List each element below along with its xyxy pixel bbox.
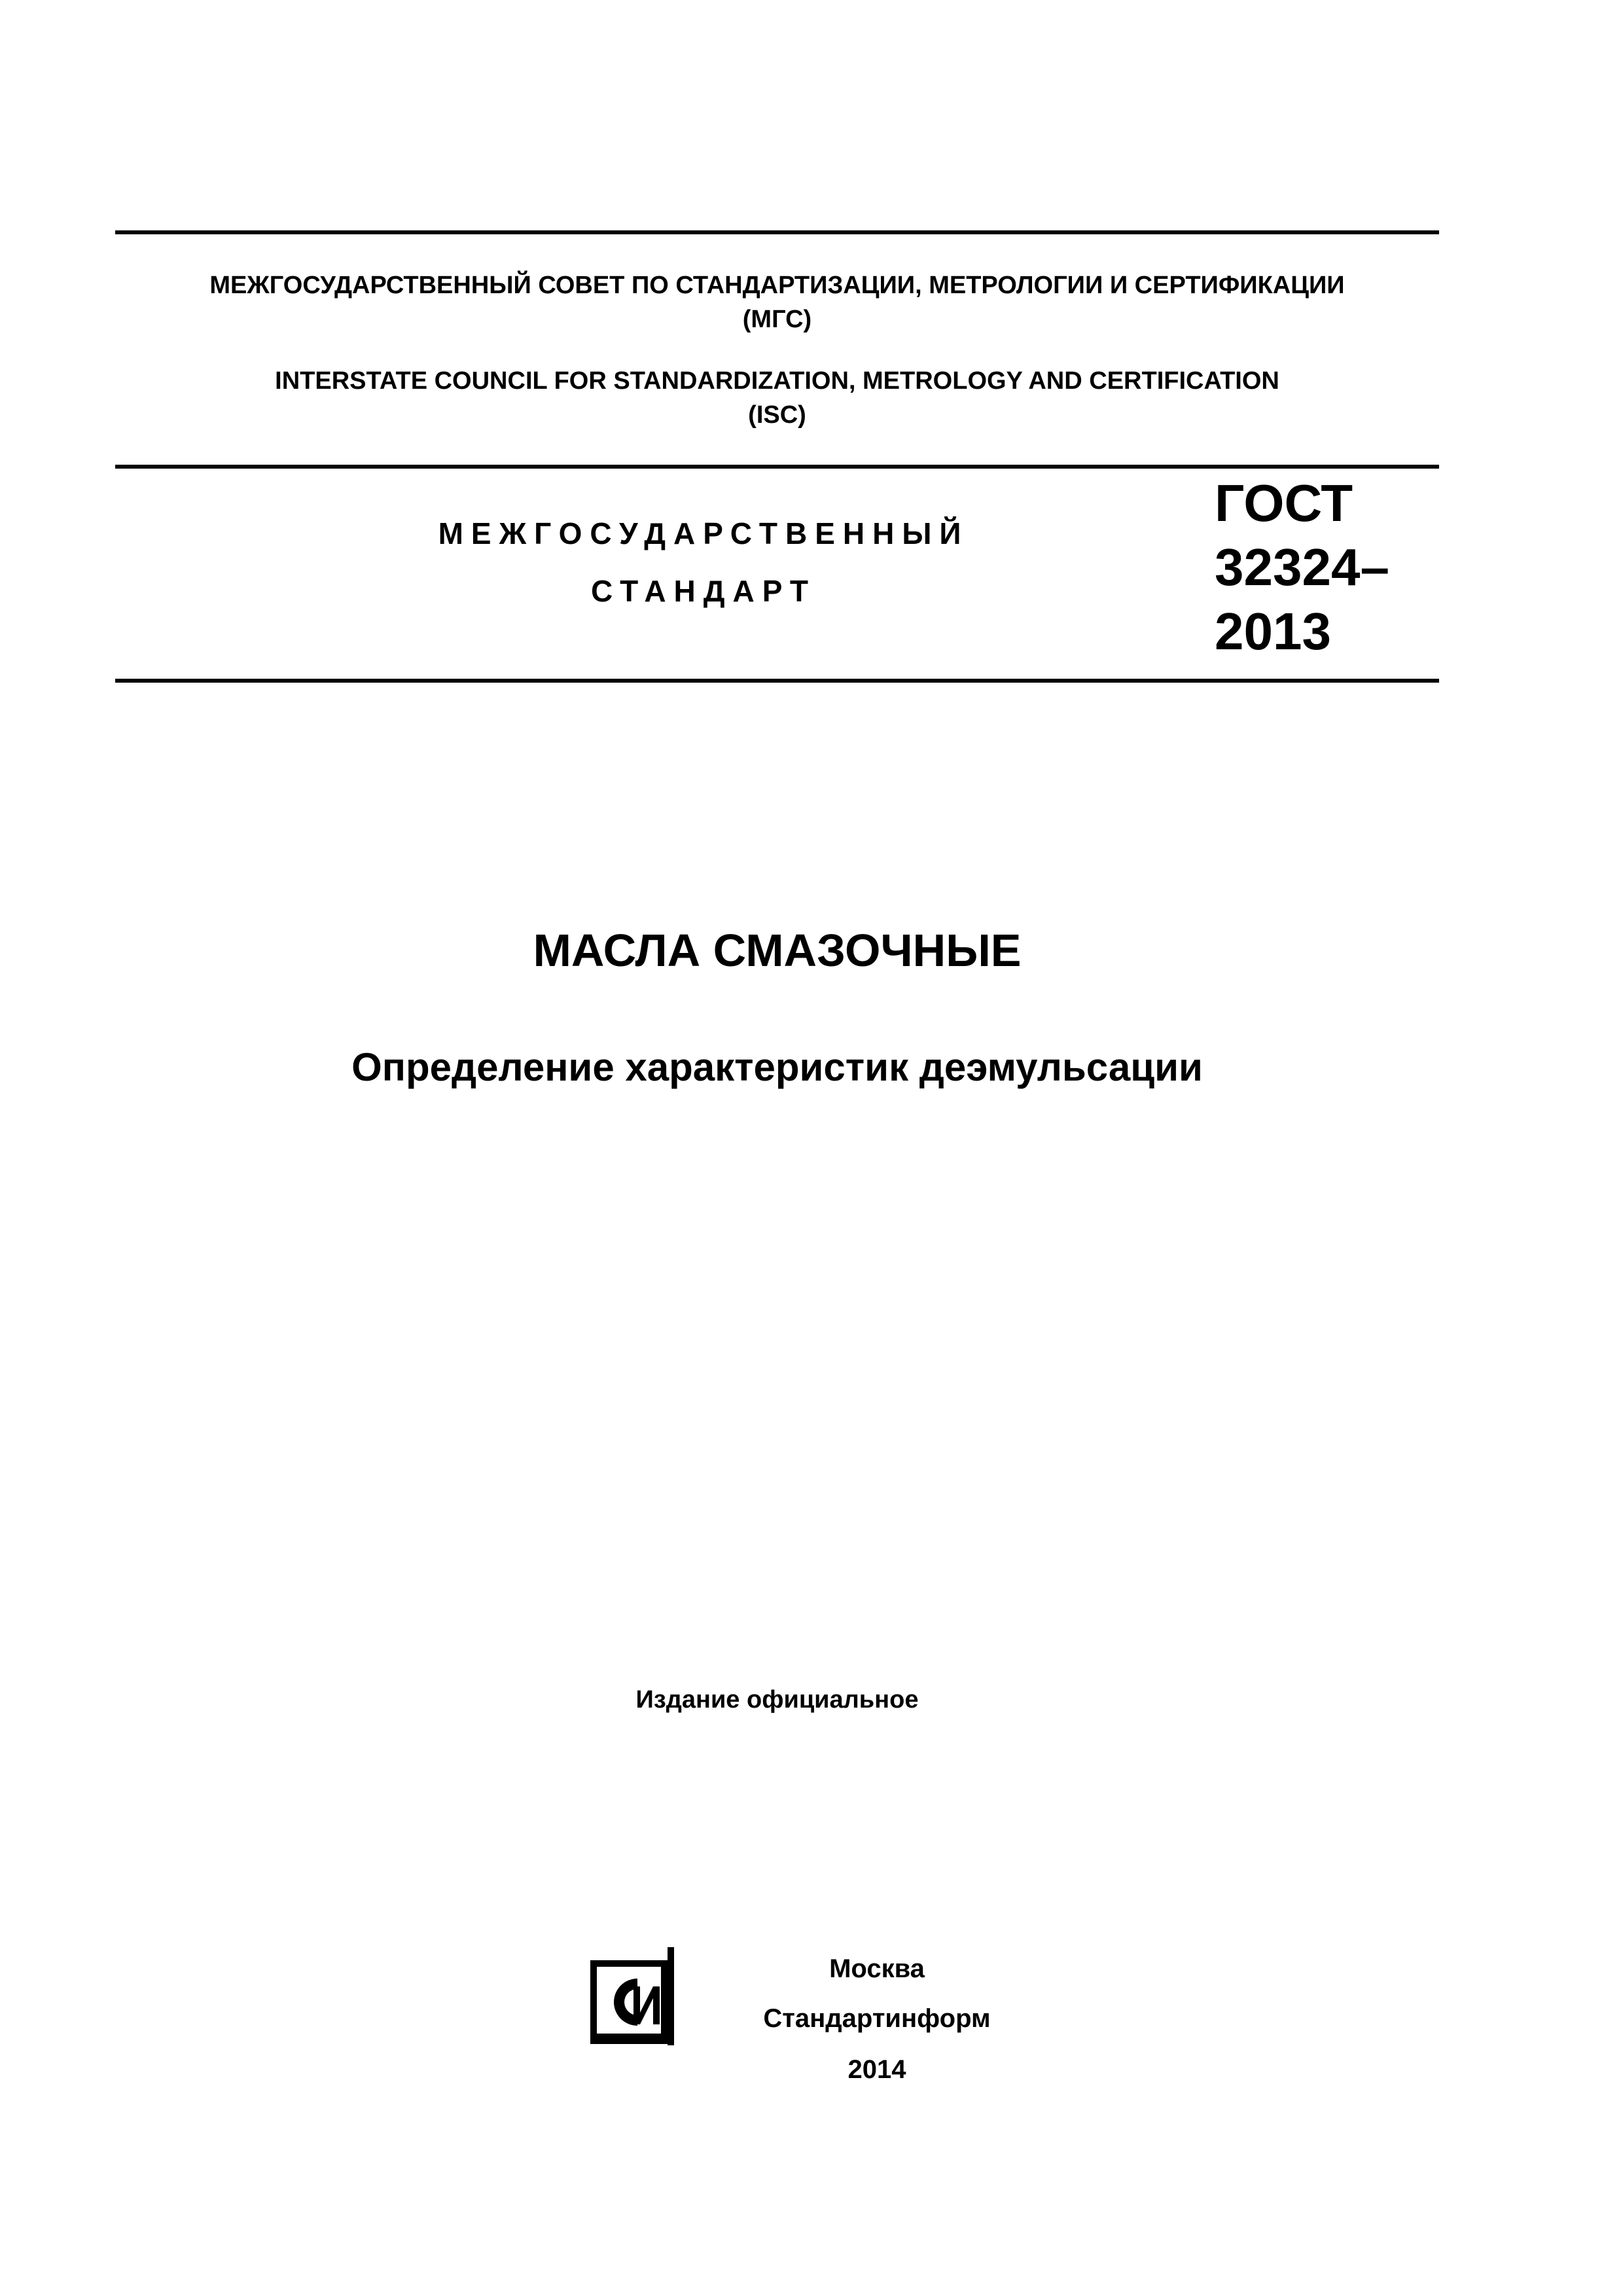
gost-prefix: ГОСТ	[1215, 474, 1353, 532]
standard-label-line2: СТАНДАРТ	[591, 574, 816, 608]
document-subtitle: Определение характеристик деэмульсации	[351, 1045, 1203, 1089]
edition-note: Издание официальное	[635, 1686, 919, 1713]
council-name-en	[115, 364, 1439, 432]
gost-number: 32324–	[1215, 538, 1389, 596]
standard-bottom-rule	[115, 679, 1439, 683]
council-name-ru	[115, 268, 1439, 336]
gost-designation	[1215, 465, 1437, 664]
council-name-en-text: INTERSTATE COUNCIL FOR STANDARDIZATION, METROLOGY AND CERTIFICATION	[275, 367, 1279, 395]
gost-year: 2013	[1215, 602, 1331, 660]
document-title: МАСЛА СМАЗОЧНЫЕ	[533, 925, 1022, 976]
standartinform-logo-icon	[590, 1947, 674, 2045]
council-abbr-en: (ISC)	[748, 401, 806, 429]
imprint-publisher: Стандартинформ	[763, 2004, 991, 2033]
council-abbr-ru: (МГС)	[742, 306, 812, 333]
council-name-ru-text: МЕЖГОСУДАРСТВЕННЫЙ СОВЕТ ПО СТАНДАРТИЗАЦИИ, МЕТРОЛОГИИ И СЕРТИФИКАЦИИ	[209, 272, 1345, 299]
imprint-year: 2014	[847, 2055, 906, 2084]
imprint-city: Москва	[829, 1954, 925, 1983]
logo-edge	[668, 1947, 674, 2045]
top-rule	[115, 230, 1439, 234]
logo-base	[590, 2034, 668, 2044]
logo-inner	[597, 1967, 661, 2037]
standard-label-line1: МЕЖГОСУДАРСТВЕННЫЙ	[438, 516, 969, 550]
